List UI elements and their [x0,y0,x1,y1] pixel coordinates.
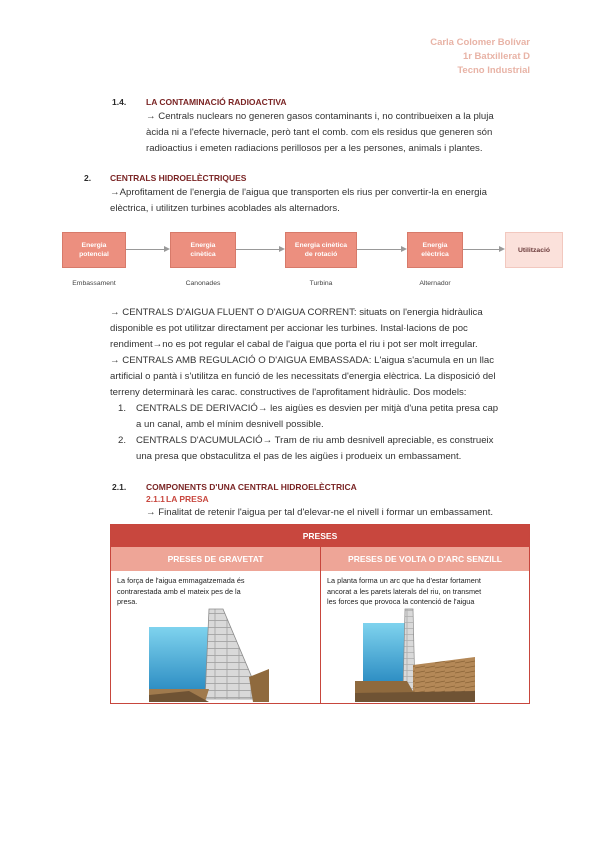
flow-label-turbine: Turbina [309,280,333,287]
subsection-body: → Finalitat de retenir l'aigua per tal d'elevar-ne el nivell i formar un embassament. [146,507,494,518]
flow-arrow [236,249,279,250]
text-line: → Centrals nuclears no generen gasos contaminants i, no contribueixen a la pluja [146,111,494,122]
flow-box-rotation: Energia cinètica de rotació [285,232,357,268]
plant-types-text [110,305,550,401]
text-line: àcida ni a l'efecte hivernacle, però tant el comb. com els residus que generen són [146,127,493,138]
section-number: 2. [84,173,92,183]
section-number: 1.4. [112,97,127,107]
flow-arrow [126,249,164,250]
column-header-arch: PRESES DE VOLTA O D'ARC SENZILL [321,547,529,571]
flow-arrow [463,249,499,250]
text-line: disponible es pot utilitzar directament per accionar les turbines. Instal·lacions de poc [110,323,468,334]
subject-name: Tecno Industrial [457,65,530,76]
author-name: Carla Colomer Bolívar [430,37,530,48]
section-number: 2.1. [112,482,127,492]
subsection-title: LA PRESA [166,494,209,504]
section-title: CENTRALS HIDROELÈCTRIQUES [110,173,247,183]
text-line: → CENTRALS AMB REGULACIÓ O D'AIGUA EMBASSADA: L'aigua s'acumula en un llac [110,355,495,366]
text-line: → CENTRALS D'AIGUA FLUENT O D'AIGUA CORRENT: situats on l'energia hidràulica [110,307,483,318]
list-item: 1. CENTRALS DE DERIVACIÓ→ les aigües es desvien per mitjà d'una petita presa cap a un canal, amb el mínim desnivell possible. [118,403,499,430]
dams-table [110,524,530,704]
flow-box-usage: Utilització [505,232,563,268]
section-body [110,185,540,217]
list-item: 2. CENTRALS D'ACUMULACIÓ→ Tram de riu amb desnivell apreciable, es construeix una presa que obstaculitza el pas de les aigües i produeix un embassament. [118,435,494,462]
text-line: artificial o pantà i s'utilitza en funció de les necessitats d'energia elèctrica. La disposició del [110,371,496,382]
flow-box-potential: Energia potencial [62,232,126,268]
text-line: →Aprofitament de l'energia de l'aigua que transporten els rius per convertir-la en energia [110,187,487,198]
text-line: rendiment→no es pot regular el cabal de l'aigua que porta el riu i pot ser molt irregular. [110,339,478,350]
arch-description: La planta forma un arc que ha d'estar fortament ancorat a les parets laterals del riu, on transmet les forces que provoca la contenció de l'aigua [327,576,482,606]
flow-arrow [357,249,401,250]
gravity-dam-illustration [149,607,269,702]
section-title: COMPONENTS D'UNA CENTRAL HIDROELÈCTRICA [146,482,357,492]
flow-box-electric: Energia elèctrica [407,232,463,268]
subsection-number: 2.1.1 [146,494,165,504]
course-name: 1r Batxillerat D [462,51,530,62]
document-header [430,36,530,78]
flow-box-kinetic: Energia cinètica [170,232,236,268]
models-list [118,401,528,465]
flow-label-alternator: Alternador [419,280,451,287]
text-line: radioactius i emeten radiacions perillosos per a les persones, animals i plantes. [146,143,483,154]
text-line: elèctrica, i utilitzen turbines acoblades als alternadors. [110,203,340,214]
flow-label-pipes: Canonades [185,280,221,287]
gravity-description: La força de l'aigua emmagatzemada és contrarestada amb el mateix pes de la presa. [117,576,245,606]
table-title: PRESES [111,525,529,547]
column-divider [320,547,321,703]
flow-label-reservoir: Embassament [72,280,116,287]
section-title: LA CONTAMINACIÓ RADIOACTIVA [146,97,287,107]
column-header-gravity: PRESES DE GRAVETAT [111,547,320,571]
section-body [146,109,546,157]
arch-dam-illustration [355,605,475,702]
text-line: terreny determinarà les carac. constructives de l'aprofitament hidràulic. Dos models: [110,387,467,398]
